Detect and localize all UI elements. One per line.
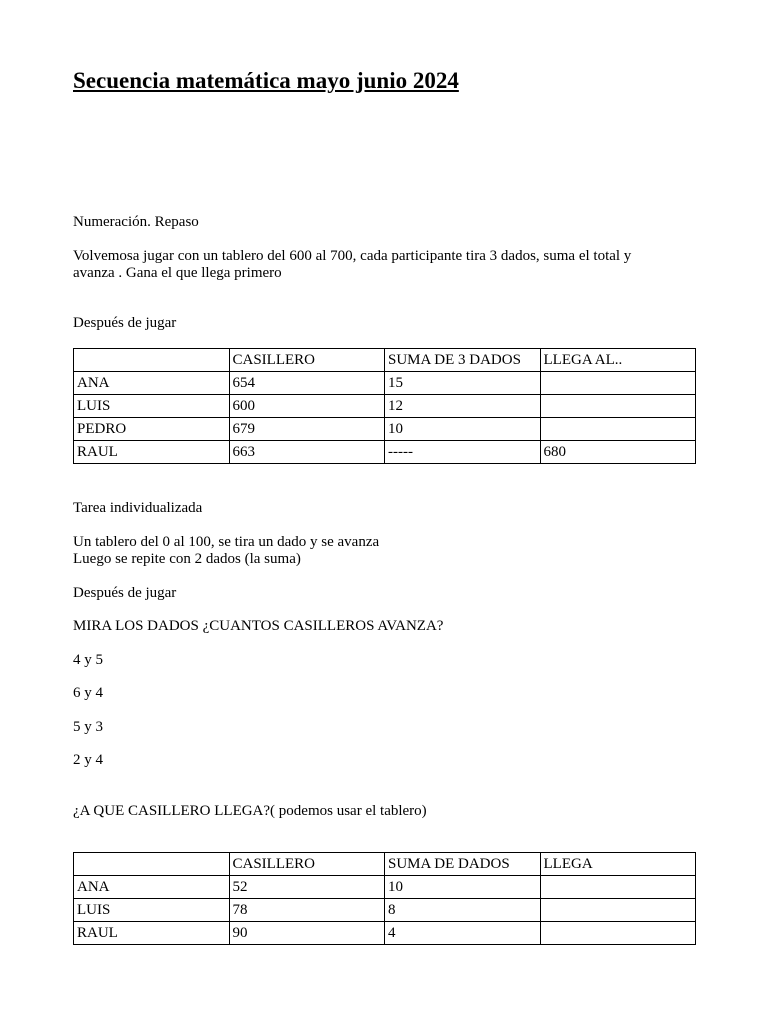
after-play-label-2: Después de jugar bbox=[73, 585, 177, 601]
table-cell: LUIS bbox=[74, 899, 230, 922]
table-cell: ANA bbox=[74, 372, 230, 395]
dice-item: 4 y 5 bbox=[73, 652, 103, 668]
table-cell: 10 bbox=[385, 418, 541, 441]
table-header-cell bbox=[74, 853, 230, 876]
intro-line-1: Volvemosa jugar con un tablero del 600 al 700, cada participante tira 3 dados, suma el total y bbox=[73, 248, 632, 264]
table-cell: 15 bbox=[385, 372, 541, 395]
table-cell: 654 bbox=[229, 372, 385, 395]
dice-item: 5 y 3 bbox=[73, 719, 103, 735]
table-cell: 12 bbox=[385, 395, 541, 418]
table-tablero-0-100 bbox=[73, 852, 696, 945]
table-header-cell: LLEGA AL.. bbox=[540, 349, 696, 372]
table-cell bbox=[540, 372, 696, 395]
dice-item: 2 y 4 bbox=[73, 752, 103, 768]
table-cell: ----- bbox=[385, 441, 541, 464]
table-cell: 8 bbox=[385, 899, 541, 922]
table-cell: 10 bbox=[385, 876, 541, 899]
task-line-1: Un tablero del 0 al 100, se tira un dado y se avanza bbox=[73, 534, 380, 550]
table-header-cell: CASILLERO bbox=[229, 349, 385, 372]
table-cell: RAUL bbox=[74, 441, 230, 464]
table-cell bbox=[540, 899, 696, 922]
casillero-question: ¿A QUE CASILLERO LLEGA?( podemos usar el tablero) bbox=[73, 803, 427, 819]
dice-question: MIRA LOS DADOS ¿CUANTOS CASILLEROS AVANZA? bbox=[73, 618, 444, 634]
table-cell: 680 bbox=[540, 441, 696, 464]
intro-line-2: avanza . Gana el que llega primero bbox=[73, 265, 282, 281]
table-row bbox=[74, 922, 696, 945]
table-header-cell bbox=[74, 349, 230, 372]
table-row bbox=[74, 418, 696, 441]
table-header-cell: CASILLERO bbox=[229, 853, 385, 876]
table-header-cell: SUMA DE 3 DADOS bbox=[385, 349, 541, 372]
section-heading-numeracion: Numeración. Repaso bbox=[73, 214, 199, 230]
table-header-cell: SUMA DE DADOS bbox=[385, 853, 541, 876]
task-line-2: Luego se repite con 2 dados (la suma) bbox=[73, 551, 301, 567]
after-play-label: Después de jugar bbox=[73, 315, 177, 331]
table-header-cell: LLEGA bbox=[540, 853, 696, 876]
table-row bbox=[74, 441, 696, 464]
table-cell: 4 bbox=[385, 922, 541, 945]
table-cell: LUIS bbox=[74, 395, 230, 418]
table-cell bbox=[540, 418, 696, 441]
dice-item: 6 y 4 bbox=[73, 685, 103, 701]
table-header-row bbox=[74, 853, 696, 876]
table-row bbox=[74, 395, 696, 418]
table-cell: PEDRO bbox=[74, 418, 230, 441]
table-cell: 90 bbox=[229, 922, 385, 945]
table-header-row bbox=[74, 349, 696, 372]
table-row bbox=[74, 876, 696, 899]
table-cell: 52 bbox=[229, 876, 385, 899]
table-cell bbox=[540, 876, 696, 899]
table-tablero-600-700 bbox=[73, 348, 696, 464]
section-heading-tarea: Tarea individualizada bbox=[73, 500, 203, 516]
table-row bbox=[74, 372, 696, 395]
table-cell bbox=[540, 922, 696, 945]
table-row bbox=[74, 899, 696, 922]
document-title: Secuencia matemática mayo junio 2024 bbox=[73, 68, 459, 93]
table-cell bbox=[540, 395, 696, 418]
table-cell: 663 bbox=[229, 441, 385, 464]
table-cell: 600 bbox=[229, 395, 385, 418]
table-cell: 679 bbox=[229, 418, 385, 441]
table-cell: ANA bbox=[74, 876, 230, 899]
table-cell: RAUL bbox=[74, 922, 230, 945]
table-cell: 78 bbox=[229, 899, 385, 922]
